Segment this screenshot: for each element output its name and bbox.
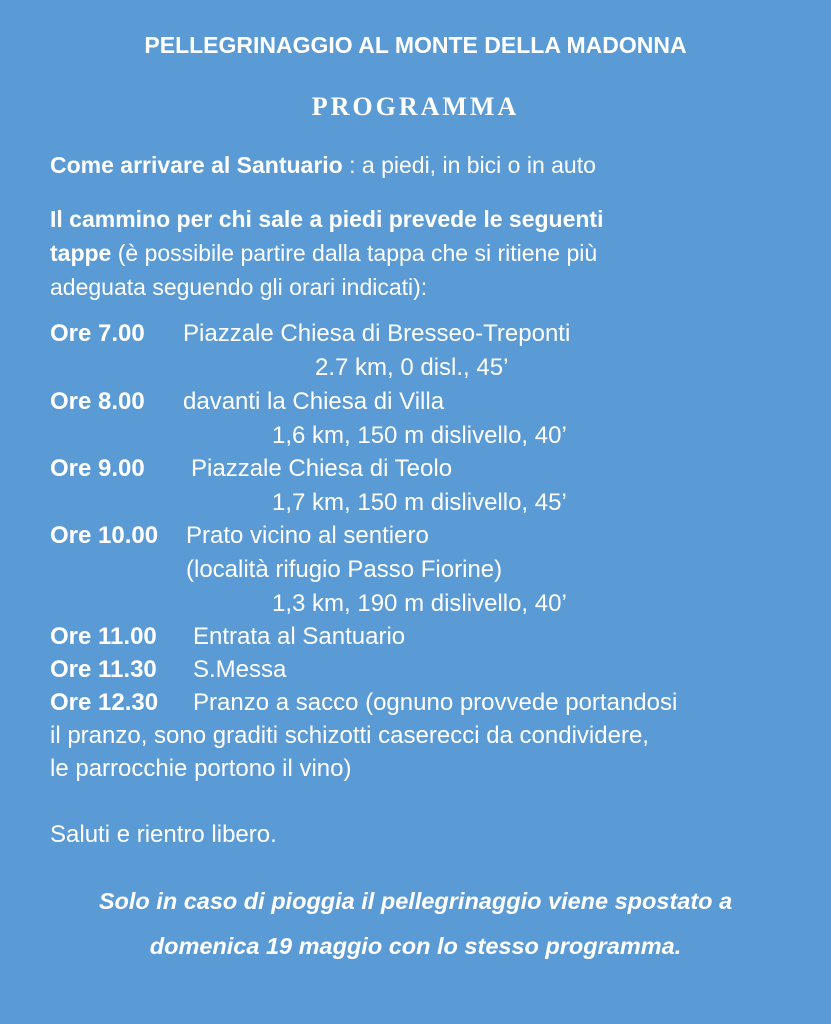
schedule-continuation: il pranzo, sono graditi schizotti caserecci da condividere, (50, 722, 649, 749)
schedule-place: Piazzale Chiesa di Teolo (191, 455, 453, 482)
schedule-detail: 1,7 km, 150 m dislivello, 45’ (272, 489, 567, 516)
route-intro-line2 (50, 236, 603, 270)
route-intro-bold: tappe (50, 240, 112, 266)
schedule-item-7 (50, 686, 677, 720)
schedule-item-6 (50, 653, 286, 687)
schedule-place: Piazzale Chiesa di Bresseo-Treponti (183, 320, 571, 347)
schedule-place: Entrata al Santuario (193, 623, 406, 650)
closing-text: Saluti e rientro libero. (50, 821, 277, 848)
schedule-time: Ore 11.00 (50, 623, 157, 650)
page-title: PELLEGRINAGGIO AL MONTE DELLA MADONNA (144, 32, 687, 58)
schedule-continuation: le parrocchie portono il vino) (50, 755, 352, 782)
schedule-place: Pranzo a sacco (ognuno provvede portandosi (193, 689, 678, 716)
schedule-detail: 2.7 km, 0 disl., 45’ (315, 354, 509, 381)
schedule-detail: 1,6 km, 150 m dislivello, 40’ (272, 422, 567, 449)
schedule-detail: 1,3 km, 190 m dislivello, 40’ (272, 590, 567, 617)
route-intro-line3: adeguata seguendo gli orari indicati): (50, 274, 428, 300)
schedule-time: Ore 12.30 (50, 689, 159, 716)
program-heading: PROGRAMMA (311, 92, 520, 121)
rain-notice-line2: domenica 19 maggio con lo stesso programma. (149, 933, 682, 959)
schedule-item-2 (50, 385, 444, 419)
arrival-label: Come arrivare al Santuario (50, 152, 343, 178)
schedule-time: Ore 9.00 (50, 455, 145, 482)
schedule-item-3 (50, 452, 452, 486)
schedule-time: Ore 7.00 (50, 320, 145, 347)
arrival-line (50, 148, 596, 182)
schedule-time: Ore 8.00 (50, 388, 145, 415)
schedule-place: Prato vicino al sentiero (186, 522, 429, 549)
schedule-item-5 (50, 620, 405, 654)
arrival-text: : a piedi, in bici o in auto (342, 152, 596, 178)
schedule-place-continued: (località rifugio Passo Fiorine) (186, 556, 503, 583)
schedule-time: Ore 10.00 (50, 522, 159, 549)
schedule-item-4 (50, 519, 429, 553)
route-intro-line1: Il cammino per chi sale a piedi prevede le seguenti (50, 206, 604, 232)
route-intro-rest: (è possibile partire dalla tappa che si ritiene più (111, 240, 598, 266)
schedule-place: davanti la Chiesa di Villa (183, 388, 445, 415)
route-intro (50, 202, 603, 304)
schedule-place: S.Messa (193, 656, 287, 683)
schedule-time: Ore 11.30 (50, 656, 157, 683)
schedule-item-1 (50, 317, 570, 351)
rain-notice-line1: Solo in caso di pioggia il pellegrinaggio viene spostato a (98, 888, 733, 914)
